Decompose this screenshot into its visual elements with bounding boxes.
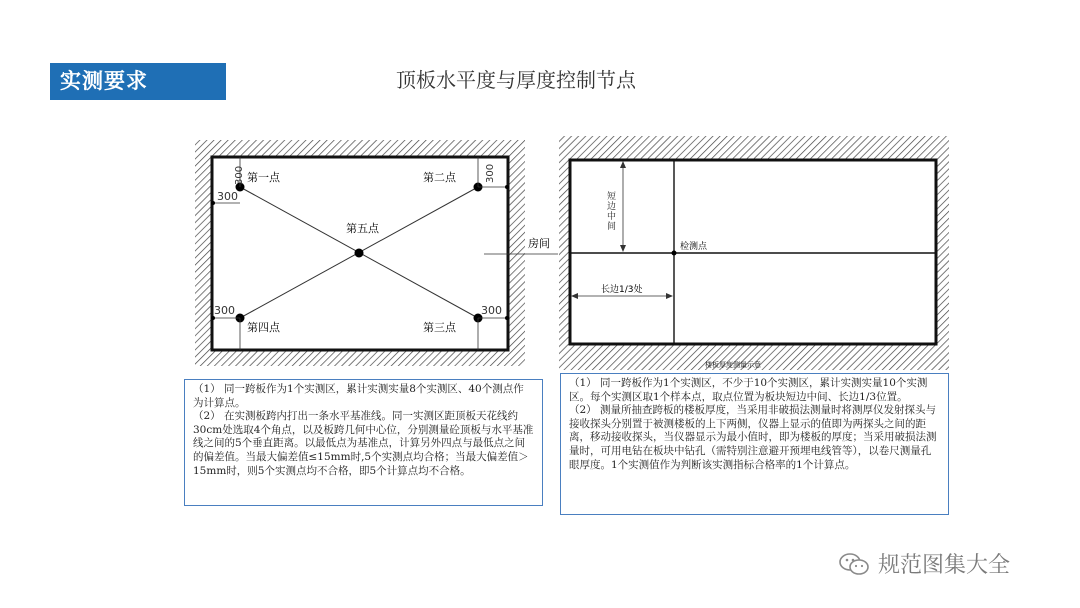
point-1-label: 第一点 — [247, 171, 280, 184]
point-2-label: 第二点 — [423, 171, 456, 184]
room-label: 房间 — [528, 237, 550, 250]
right-floor-diagram — [559, 136, 949, 370]
page-title: 顶板水平度与厚度控制节点 — [396, 68, 636, 92]
note-right-2: （2） 测量所抽查跨板的楼板厚度，当采用非破损法测量时将测厚仪发射探头与接收探头分别置于被测楼板的上下两侧，仪器上显示的值即为两探头之间的距离，移动接收探头，当仪器显示为最小值时，即为楼板的厚度；当采用破损法测量时，可用电钻在板块中钻孔（需特别注意避开预埋电线管等），以卷尺测量孔眼厚度。1个实测值作为判断该实测指标合格率的1个计算点。 — [569, 404, 937, 471]
point-4-label: 第四点 — [247, 321, 280, 334]
note-left-2: （2） 在实测板跨内打出一条水平基准线。同一实测区距顶板天花线约30cm处选取4个角点，以及板跨几何中心位，分别测量砼顶板与水平基准线之间的5个垂直距离。以最低点为基准点，计算另外四点与最低点之间的偏差值。当最大偏差值≤15mm时,5个实测点均合格；当最大偏差值＞15mm时，则5个实测点均不合格，即5个计算点均不合格。 — [193, 410, 534, 477]
dimension-label: 300 — [214, 304, 235, 317]
long-edge-label: 长边1/3处 — [601, 285, 643, 295]
diagram-caption: 楼板厚度测量示意 — [705, 361, 761, 369]
dimension-label: 300 — [481, 304, 502, 317]
wechat-icon — [838, 552, 870, 576]
section-badge: 实测要求 — [50, 63, 226, 100]
point-3-label: 第三点 — [423, 321, 456, 334]
watermark-text: 规范图集大全 — [878, 553, 1011, 578]
dimension-label: 300 — [234, 165, 245, 185]
dimension-label: 300 — [485, 163, 496, 183]
left-floor-diagram — [195, 140, 558, 366]
short-edge-label: 短边中间 — [607, 192, 617, 232]
note-right-1: （1） 同一跨板作为1个实测区，不少于10个实测区，累计实测实量10个实测区。每个实测区取1个样本点，取点位置为板块短边中间、长边1/3位置。 — [569, 377, 928, 403]
point-5-label: 第五点 — [346, 222, 379, 235]
note-left-1: （1） 同一跨板作为1个实测区，累计实测实量8个实测区、40个测点作为计算点。 — [193, 383, 524, 409]
dimension-label: 300 — [217, 190, 238, 203]
notes-right — [560, 373, 949, 515]
notes-left — [184, 379, 543, 506]
point-label: 检测点 — [680, 242, 708, 252]
watermark — [838, 548, 1010, 579]
